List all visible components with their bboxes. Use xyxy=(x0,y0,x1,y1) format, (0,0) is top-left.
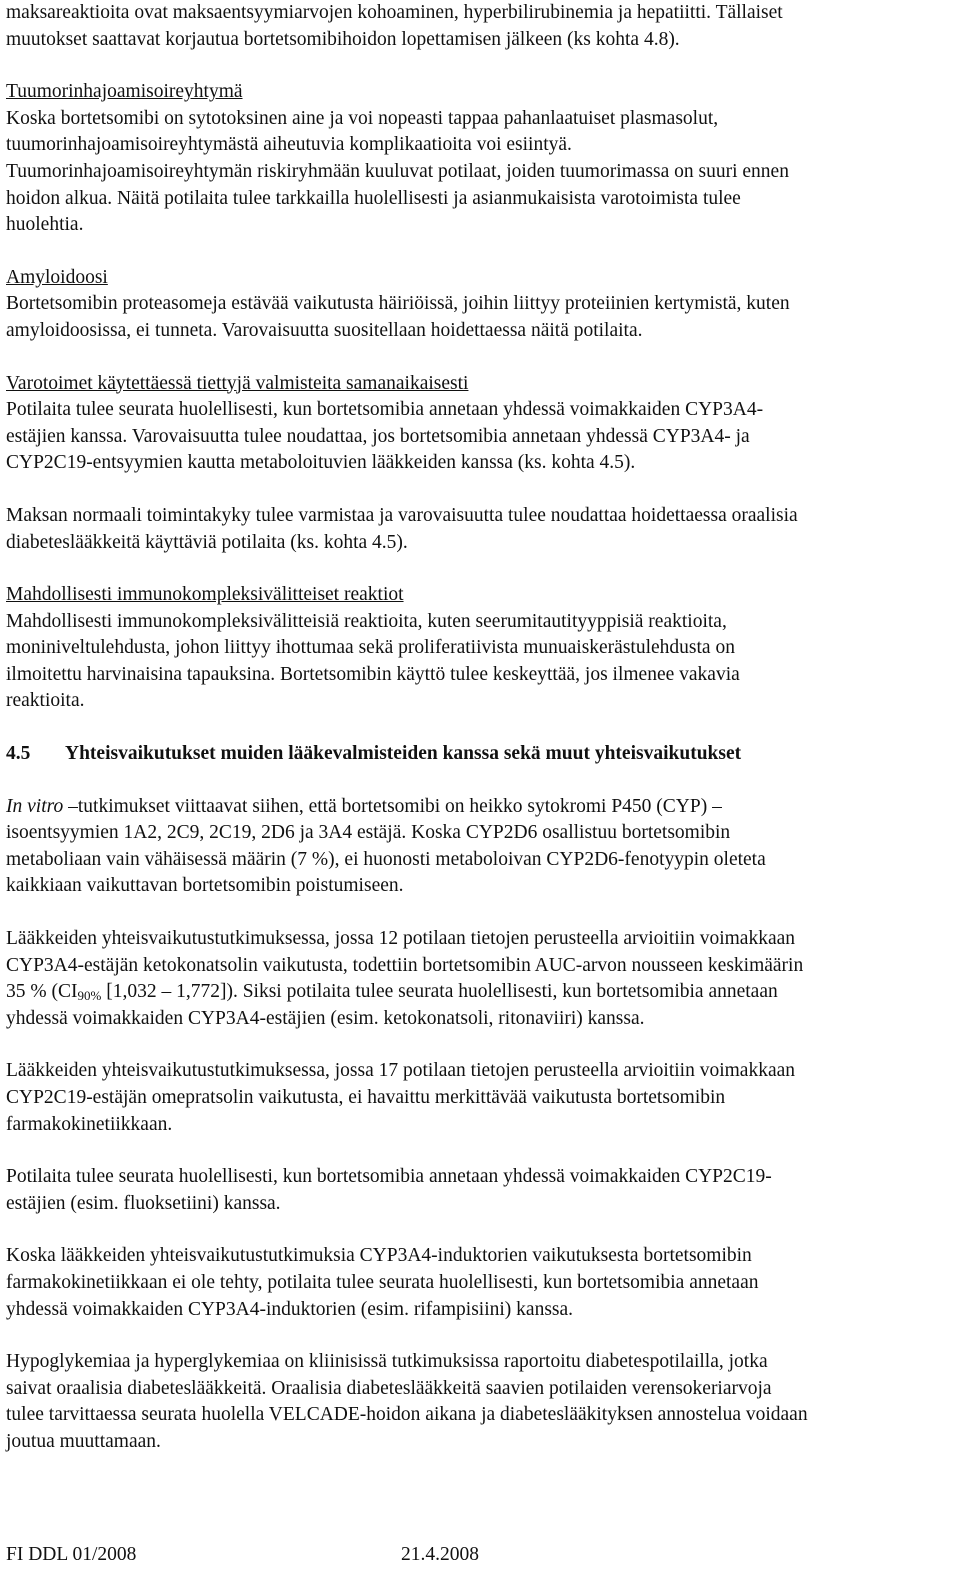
text-span: –tutkimukset viittaavat siihen, että bortetsomibi on heikko sytokromi P450 (CYP) – xyxy=(63,795,722,817)
amyloidosis-heading: Amyloidoosi xyxy=(6,266,108,288)
text-line: estäjien (esim. fluoksetiini) kanssa. xyxy=(6,1192,281,1214)
text-line: huolehtia. xyxy=(6,214,84,236)
text-line: Maksan normaali toimintakyky tulee varmistaa ja varovaisuutta tulee noudattaa hoidettaessa oraalisia xyxy=(6,504,798,526)
text-line: hoidon alkua. Näitä potilaita tulee tarkkailla huolellisesti ja asianmukaisista varotoimista tulee xyxy=(6,187,741,209)
text-line: kaikkiaan vaikuttavan bortetsomibin poistumiseen. xyxy=(6,875,404,897)
in-vitro-italic: In vitro xyxy=(6,795,64,817)
text-line: Lääkkeiden yhteisvaikutustutkimuksessa, jossa 17 potilaan tietojen perusteella arvioitiin voimakkaan xyxy=(6,1060,796,1082)
page-footer xyxy=(6,1542,956,1569)
text-line: CYP2C19-estäjän omepratsolin vaikutusta, ei havaittu merkittävää vaikutusta bortetsomibin xyxy=(6,1087,726,1108)
text-line: Koska lääkkeiden yhteisvaikutustutkimuksia CYP3A4-induktorien vaikutuksesta bortetsomibin xyxy=(6,1245,752,1267)
text-line: moniniveltulehdusta, johon liittyy ihottumaa sekä proliferatiivista munuaiskerästulehdusta on xyxy=(6,637,735,659)
text-line: CYP3A4-estäjän ketokonatsolin vaikutusta, todettiin bortetsomibin AUC-arvon nousseen keskimäärin xyxy=(6,954,804,976)
fluoxetine-paragraph xyxy=(6,1164,956,1217)
section-number: 4.5 xyxy=(6,743,31,765)
text-line: Potilaita tulee seurata huolellisesti, kun bortetsomibia annetaan yhdessä voimakkaiden CYP2C19- xyxy=(6,1166,772,1188)
tumor-lysis-section xyxy=(6,79,956,239)
text-line: saivat oraalisia diabeteslääkkeitä. Oraalisia diabeteslääkkeitä saavien potilaiden verensokeriarvoja xyxy=(6,1377,772,1399)
text-line: diabeteslääkkeitä käyttäviä potilaita (ks. kohta 4.5). xyxy=(6,531,408,553)
section-4-5-heading xyxy=(6,741,956,768)
immune-complex-heading: Mahdollisesti immunokompleksivälitteiset reaktiot xyxy=(6,584,404,606)
ketoconazole-paragraph xyxy=(6,926,956,1032)
omeprazole-paragraph xyxy=(6,1058,956,1138)
text-line: yhdessä voimakkaiden CYP3A4-estäjien (esim. ketokonatsoli, ritonaviiri) kanssa. xyxy=(6,1007,645,1029)
document-date: 21.4.2008 xyxy=(401,1544,479,1565)
section-title: Yhteisvaikutukset muiden lääkevalmisteiden kanssa sekä muut yhteisvaikutukset xyxy=(65,743,742,765)
text-line: joutua muuttamaan. xyxy=(6,1430,161,1452)
text-line: maksareaktioita ovat maksaentsyymiarvojen kohoaminen, hyperbilirubinemia ja hepatiitti. Tällaiset xyxy=(6,2,783,23)
text-line xyxy=(6,794,956,821)
text-line: CYP2C19-entsyymien kautta metaboloituvien lääkkeiden kanssa (ks. kohta 4.5). xyxy=(6,452,636,474)
text-span: [1,032 – 1,772]). Siksi potilaita tulee seurata huolellisesti, kun bortetsomibia annetaan xyxy=(101,981,778,1003)
text-line: amyloidoosissa, ei tunneta. Varovaisuutta suositellaan hoidettaessa näitä potilaita. xyxy=(6,319,643,341)
text-line: tuumorinhajoamisoireyhtymästä aiheutuvia komplikaatioita voi esiintyä. xyxy=(6,134,572,156)
glycemia-paragraph xyxy=(6,1349,956,1455)
text-line: yhdessä voimakkaiden CYP3A4-induktorien (esim. rifampisiini) kanssa. xyxy=(6,1298,574,1320)
inducers-paragraph xyxy=(6,1243,956,1323)
text-line: Bortetsomibin proteasomeja estävää vaikutusta häiriöissä, joihin liittyy proteiinien kertymistä, kuten xyxy=(6,293,790,315)
text-line: farmakokinetiikkaan ei ole tehty, potilaita tulee seurata huolellisesti, kun bortetsomibia annetaan xyxy=(6,1271,759,1293)
text-line: Hypoglykemiaa ja hyperglykemiaa on kliinisissä tutkimuksissa raportoitu diabetespotilailla, jotka xyxy=(6,1351,768,1373)
text-line: tulee tarvittaessa seurata huolella VELCADE-hoidon aikana ja diabeteslääkityksen annostelua voidaan xyxy=(6,1404,808,1426)
precautions-section xyxy=(6,371,956,477)
text-line: Tuumorinhajoamisoireyhtymän riskiryhmään kuuluvat potilaat, joiden tuumorimassa on suuri ennen xyxy=(6,160,789,182)
tumor-lysis-heading: Tuumorinhajoamisoireyhtymä xyxy=(6,81,243,103)
in-vitro-paragraph xyxy=(6,794,956,900)
precautions-heading: Varotoimet käytettäessä tiettyjä valmisteita samanaikaisesti xyxy=(6,372,469,394)
document-reference: FI DDL 01/2008 xyxy=(6,1544,137,1565)
text-line: estäjien kanssa. Varovaisuutta tulee noudattaa, jos bortetsomibia annetaan yhdessä CYP3A4- ja xyxy=(6,425,750,447)
text-line: muutokset saattavat korjautua bortetsomibihoidon lopettamisen jälkeen (ks kohta 4.8). xyxy=(6,28,680,50)
intro-paragraph xyxy=(6,0,956,53)
text-span: 35 % (CI xyxy=(6,981,78,1003)
text-line: farmakokinetiikkaan. xyxy=(6,1113,173,1135)
text-line: Koska bortetsomibi on sytotoksinen aine ja voi nopeasti tappaa pahanlaatuiset plasmasolut, xyxy=(6,107,719,129)
text-line: metaboliaan vain vähäisessä määrin (7 %), ei huonosti metaboloivan CYP2D6-fenotyypin oleteta xyxy=(6,848,766,870)
amyloidosis-section xyxy=(6,265,956,345)
immune-complex-section xyxy=(6,582,956,715)
text-line: reaktioita. xyxy=(6,690,85,712)
document-page xyxy=(6,0,956,1482)
liver-paragraph xyxy=(6,503,956,556)
text-line: Lääkkeiden yhteisvaikutustutkimuksessa, jossa 12 potilaan tietojen perusteella arvioitiin voimakkaan xyxy=(6,928,796,950)
text-line xyxy=(6,979,956,1006)
text-line: ilmoitettu harvinaisina tapauksina. Bortetsomibin käyttö tulee keskeyttää, jos ilmenee vakavia xyxy=(6,663,740,685)
text-line: Mahdollisesti immunokompleksivälitteisiä reaktioita, kuten seerumitautityyppisiä reaktioita, xyxy=(6,610,727,632)
text-line: Potilaita tulee seurata huolellisesti, kun bortetsomibia annetaan yhdessä voimakkaiden CYP3A4- xyxy=(6,399,764,421)
text-line: isoentsyymien 1A2, 2C9, 2C19, 2D6 ja 3A4 estäjä. Koska CYP2D6 osallistuu bortetsomibin xyxy=(6,822,731,844)
ci-subscript: 90% xyxy=(77,988,102,1004)
